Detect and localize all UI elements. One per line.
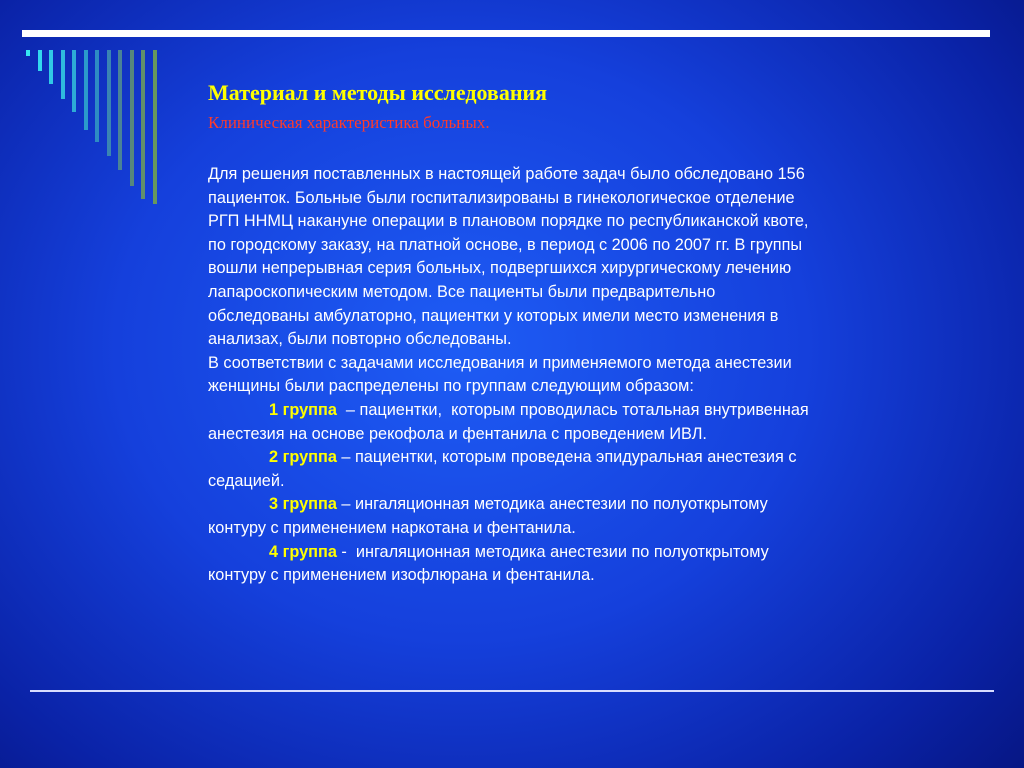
decorative-bar — [72, 50, 76, 112]
group-item-1 — [208, 399, 968, 446]
decorative-bar — [95, 50, 99, 142]
text-line: женщины были распределены по группам следующим образом: — [208, 377, 694, 396]
group-label: 1 группа — [269, 400, 337, 419]
text-line: РГП ННМЦ накануне операции в плановом порядке по республиканской квоте, — [208, 212, 809, 231]
decorative-bar — [26, 50, 30, 56]
text-line: контуру с применением наркотана и фентанила. — [208, 518, 576, 537]
paragraph-intro — [208, 163, 968, 352]
group-description: – пациентки, которым проводилась тотальная внутривенная — [336, 400, 809, 419]
decorative-bar — [130, 50, 134, 186]
decorative-bar — [49, 50, 53, 84]
decorative-bar — [118, 50, 122, 170]
group-description: – пациентки, которым проведена эпидуральная анестезия с — [336, 448, 797, 467]
group-description: - ингаляционная методика анестезии по полуоткрытому — [336, 542, 769, 561]
group-item-4 — [208, 541, 968, 588]
top-divider-line — [22, 30, 990, 37]
text-line: по городскому заказу, на платной основе, в период с 2006 по 2007 гг. В группы — [208, 235, 803, 254]
group-label: 4 группа — [269, 542, 337, 561]
decorative-bar — [107, 50, 111, 156]
text-line: контуру с применением изофлюрана и фентанила. — [208, 566, 595, 585]
slide-title: Материал и методы исследования — [208, 80, 548, 105]
group-label: 2 группа — [269, 448, 337, 467]
group-description: – ингаляционная методика анестезии по полуоткрытому — [336, 495, 768, 514]
text-line: анестезия на основе рекофола и фентанила с проведением ИВЛ. — [208, 424, 707, 443]
slide-subtitle: Клиническая характеристика больных. — [208, 113, 490, 132]
text-line: В соответствии с задачами исследования и применяемого метода анестезии — [208, 353, 792, 372]
bottom-divider-line — [30, 690, 994, 692]
text-line: лапароскопическим методом. Все пациенты были предварительно — [208, 282, 716, 301]
group-item-3 — [208, 493, 968, 540]
decorative-bar — [153, 50, 157, 204]
text-line: обследованы амбулаторно, пациентки у которых имели место изменения в — [208, 306, 779, 325]
body-text — [208, 163, 968, 588]
text-line: вошли непрерывная серия больных, подвергшихся хирургическому лечению — [208, 259, 792, 278]
decorative-bar — [141, 50, 145, 199]
text-line: пациенток. Больные были госпитализированы в гинекологическое отделение — [208, 188, 795, 207]
group-label: 3 группа — [269, 495, 337, 514]
text-line: анализах, были повторно обследованы. — [208, 330, 512, 349]
decorative-bar — [38, 50, 42, 71]
text-line: седацией. — [208, 471, 285, 490]
group-item-2 — [208, 446, 968, 493]
decorative-bar — [84, 50, 88, 130]
decorative-bar — [61, 50, 65, 99]
text-line: Для решения поставленных в настоящей работе задач было обследовано 156 — [208, 165, 805, 183]
paragraph-groups-intro — [208, 352, 968, 399]
